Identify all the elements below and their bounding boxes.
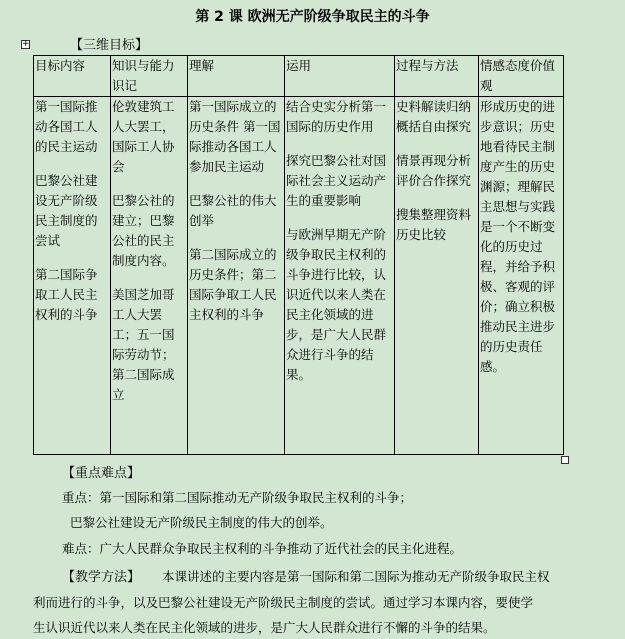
method-heading: 【教学方法】 (62, 570, 141, 585)
cell-text: 形成历史的进步意识；历史地看待民主制度产生的历史渊源；理解民主思想与实践是一个不断变化的历史过程，并给予积极、客观的评价；确立积极推动民主进步的历史责任感。 (480, 99, 556, 374)
cell-text: 巴黎公社建设无产阶级民主制度的尝试 (35, 173, 98, 248)
page-title: 第 2 课 欧洲无产阶级争取民主的斗争 (195, 9, 430, 25)
method-line-2: 利而进行的斗争，以及巴黎公社建设无产阶级民主制度的尝试。通过学习本课内容，要使学 (33, 595, 534, 610)
table-cell (188, 97, 285, 455)
table-cell (479, 97, 564, 455)
method-line-1: 本课讲述的主要内容是第一国际和第二国际为推动无产阶级争取民主权 (162, 569, 550, 584)
cell-text: 情景再现分析评价合作探究 (396, 153, 472, 188)
cell-text: 巴黎公社的建立；巴黎公社的民主制度内容。 (112, 193, 175, 268)
cell-text: 第一国际成立的历史条件 第一国际推动各国工人参加民主运动 (189, 99, 281, 174)
cell-text: 搜集整理资料历史比较 (396, 207, 472, 242)
cell-text: 第二国际成立的历史条件；第二国际争取工人民主权利的斗争 (189, 247, 277, 322)
cell-text: 史料解读归纳概括自由探究 (396, 99, 472, 134)
cell-text: 美国芝加哥工人大罢工；五一国际劳动节；第二国际成立 (112, 287, 175, 402)
table-resize-handle[interactable] (561, 456, 569, 464)
header-cell: 理解 (188, 56, 285, 97)
goals-heading: 【三维目标】 (70, 38, 149, 53)
key-heading: 【重点难点】 (62, 466, 141, 481)
key-point-2: 巴黎公社建设无产阶级民主制度的伟大的创举。 (70, 515, 333, 530)
cell-text: 与欧洲早期无产阶级争取民主权利的斗争进行比较，认识近代以来人类在民主化领域的进步，是广大人民群众进行斗争的结果。 (286, 227, 387, 382)
key-point-1: 重点：第一国际和第二国际推动无产阶级争取民主权利的斗争； (62, 490, 413, 505)
cell-text: 伦敦建筑工人大罢工，国际工人协会 (112, 99, 175, 174)
cell-text: 第一国际推动各国工人的民主运动 (35, 99, 98, 154)
goals-table (33, 55, 564, 455)
header-cell: 过程与方法 (395, 56, 479, 97)
method-line-3: 生认识近代以来人类在民主化领域的进步，是广大人民群众进行不懈的斗争的结果。 (33, 620, 496, 635)
difficult-point: 难点：广大人民群众争取民主权利的斗争推动了近代社会的民主化进程。 (62, 541, 463, 556)
cell-text: 探究巴黎公社对国际社会主义运动产生的重要影响 (286, 153, 387, 208)
cell-text: 第二国际争取工人民主权利的斗争 (35, 267, 98, 322)
table-cell (111, 97, 188, 455)
header-cell: 知识与能力识记 (111, 56, 188, 97)
header-cell: 情感态度价值观 (479, 56, 564, 97)
table-cell (285, 97, 395, 455)
table-cell (34, 97, 111, 455)
cell-text: 巴黎公社的伟大创举 (189, 193, 277, 228)
header-cell: 运用 (285, 56, 395, 97)
table-move-handle[interactable]: + (22, 39, 30, 49)
cell-text: 结合史实分析第一国际的历史作用 (286, 99, 387, 134)
table-cell (395, 97, 479, 455)
header-cell: 目标内容 (34, 56, 111, 97)
